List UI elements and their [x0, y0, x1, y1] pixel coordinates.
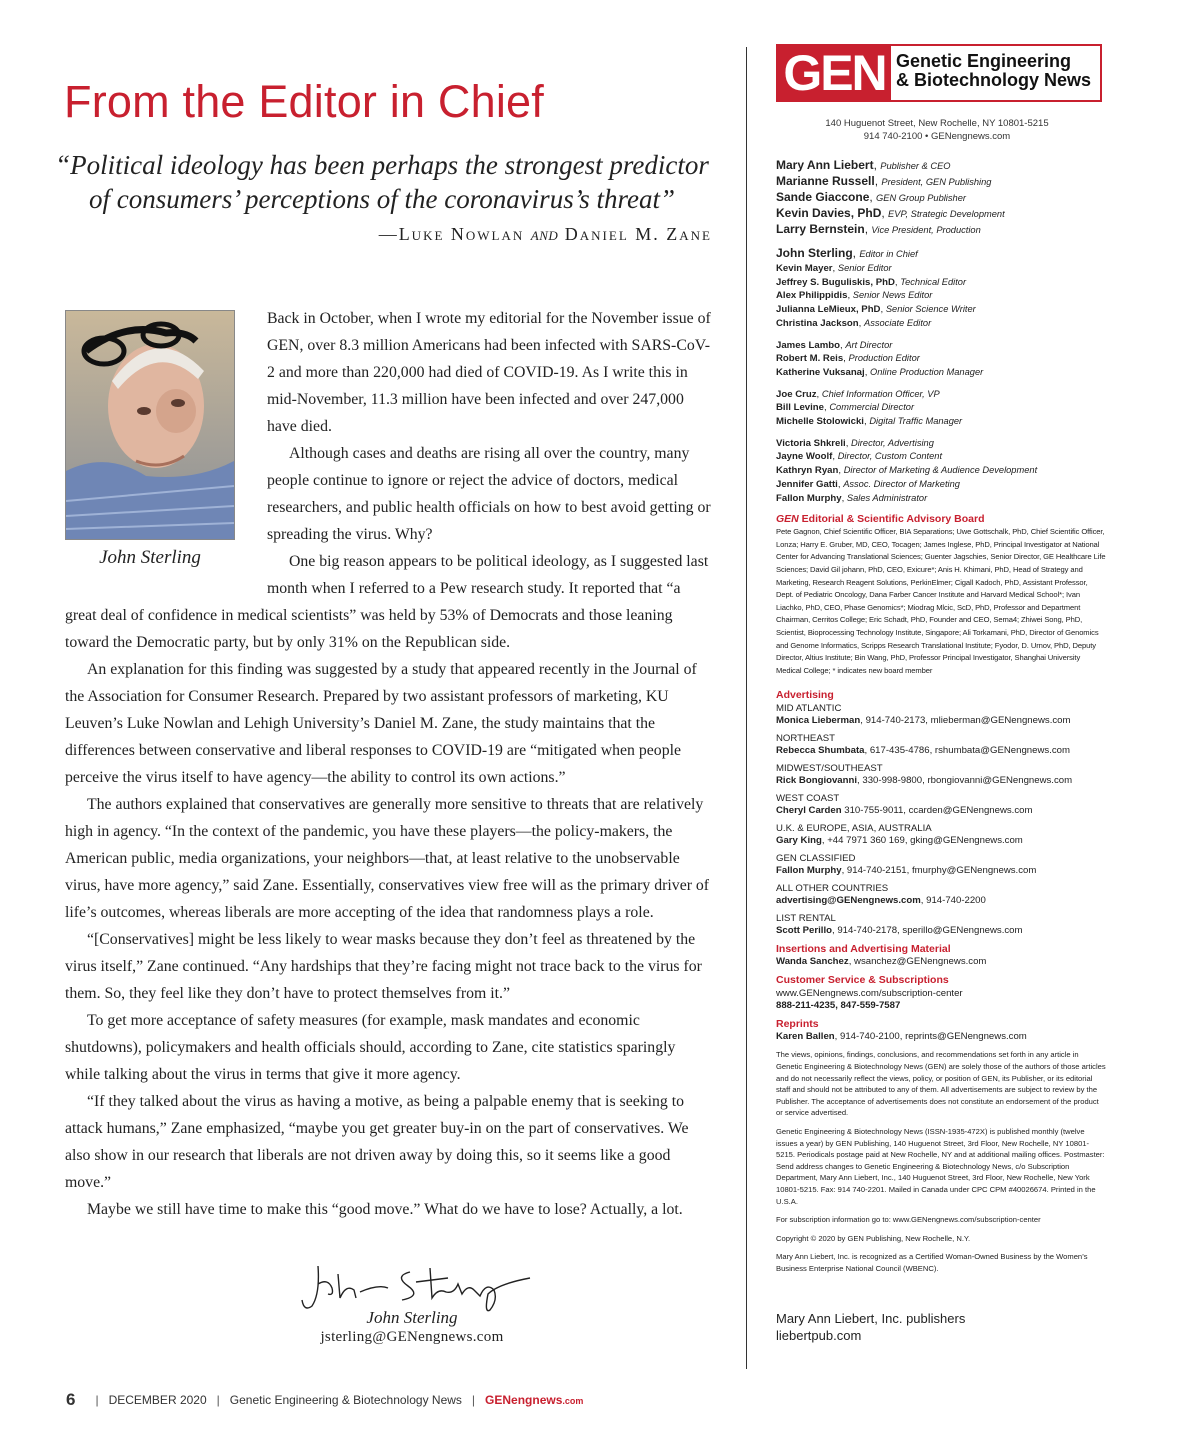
contact-entry: Karen Ballen, 914-740-2100, reprints@GENengnews.com [776, 1031, 1027, 1043]
digital-staff [776, 388, 1106, 429]
staff-entry: Christina Jackson, Associate Editor [776, 317, 932, 329]
paragraph: Maybe we still have time to make this “good move.” What do we have to lose? Actually, a lot. [87, 1201, 683, 1218]
signature-name: John Sterling [366, 1308, 458, 1327]
region-label: MIDWEST/SOUTHEAST [776, 763, 883, 775]
footer-separator: | [471, 1393, 476, 1407]
customer-service-heading: Customer Service & Subscriptions [776, 974, 949, 987]
region-label: WEST COAST [776, 793, 840, 805]
column-divider [746, 47, 747, 1369]
fine-print-paragraph: Mary Ann Liebert, Inc. is recognized as a Certified Woman-Owned Business by the Women’s Business Enterprise National Council (WBENC). [776, 1252, 1088, 1273]
legal-fine-print [776, 1049, 1106, 1274]
contact-entry: Cheryl Carden 310-755-9011, ccarden@GENengnews.com [776, 805, 1033, 817]
staff-entry: Marianne Russell, President, GEN Publishing [776, 174, 992, 188]
region-label: LIST RENTAL [776, 913, 836, 925]
editorial-staff [776, 246, 1106, 331]
contact-entry: Monica Lieberman, 914-740-2173, mlieberman@GENengnews.com [776, 715, 1071, 727]
publisher-address [776, 117, 1098, 143]
handwritten-signature [298, 1254, 538, 1316]
gen-logo [776, 44, 1102, 102]
publication-name: Genetic Engineering & Biotechnology News [229, 1393, 462, 1407]
quote-and: and [530, 224, 559, 244]
address-line-2: 914 740-2100 • GENengnews.com [863, 131, 1011, 142]
publisher-website[interactable]: liebertpub.com [776, 1328, 862, 1343]
region-label: U.K. & EUROPE, ASIA, AUSTRALIA [776, 823, 932, 835]
staff-entry: Bill Levine, Commercial Director [776, 402, 915, 414]
page-footer [66, 1390, 583, 1410]
staff-entry: Fallon Murphy, Sales Administrator [776, 492, 928, 504]
logo-line-1: Genetic Engineering [896, 51, 1072, 71]
signature-email: jsterling@GENengnews.com [320, 1329, 504, 1345]
paragraph: One big reason appears to be political ideology, as I suggested last month when I referred to a Pew research study. It reported that “a great deal of confidence in medical scientists” was held by 53% of Democrats and those leaning toward the Democratic party, but by only 31% on the Republican side. [65, 553, 709, 651]
editorial-body [65, 305, 713, 1223]
gen-logo-text [891, 46, 1091, 100]
executives-list [776, 158, 1106, 238]
fine-print-paragraph: For subscription information go to: www.GENengnews.com/subscription-center [776, 1215, 1041, 1225]
issue-date: DECEMBER 2020 [108, 1393, 207, 1407]
paragraph: “[Conservatives] might be less likely to wear masks because they don’t feel as threatened by the virus itself,” Zane continued. “Any hardships that they’re facing might not trace back to the virus for them. So, they feel like they don’t have to protect themselves from it.” [65, 931, 702, 1002]
paragraph: “If they talked about the virus as having a motive, as being a palpable enemy that is seeking to attack humans,” Zane emphasized, “maybe you get greater buy-in on the part of conservatives. We also show in our research that liberals are not driven away by doing this, so it seems like a good move.” [65, 1093, 689, 1191]
fine-print-paragraph: Copyright © 2020 by GEN Publishing, New Rochelle, N.Y. [776, 1233, 971, 1243]
insertions-heading: Insertions and Advertising Material [776, 943, 951, 956]
footer-separator: | [216, 1393, 220, 1407]
gen-logo-mark: GEN [778, 46, 891, 100]
staff-entry: Alex Philippidis, Senior News Editor [776, 290, 933, 302]
paragraph: Although cases and deaths are rising all over the country, many people continue to ignore or reject the advice of doctors, medical researchers, and public health officials on how to best avoid getting or spreading the virus. Why? [267, 445, 711, 543]
photo-wrap-space [65, 305, 267, 600]
staff-entry: Kevin Davies, PhD, EVP, Strategic Development [776, 206, 1005, 220]
paragraph: To get more acceptance of safety measures (for example, mask mandates and economic shutdowns), policymakers and health officials should, according to Zane, cite statistics sparingly while talking about the virus in terms that give it more agency. [65, 1012, 676, 1083]
contact-entry: Rick Bongiovanni, 330-998-9800, rbongiovanni@GENengnews.com [776, 775, 1073, 787]
quote-author-1: Luke Nowlan [398, 224, 525, 244]
region-label: ALL OTHER COUNTRIES [776, 883, 889, 895]
advertising-heading: Advertising [776, 689, 834, 702]
masthead [776, 158, 1106, 1281]
staff-entry: John Sterling, Editor in Chief [776, 246, 918, 260]
staff-entry: Katherine Vuksanaj, Online Production Manager [776, 366, 984, 378]
advertising-contacts [776, 703, 1106, 937]
advisory-board-heading: GEN Editorial & Scientific Advisory Board [776, 513, 985, 526]
quote-dash: — [378, 224, 399, 244]
logo-line-2: & Biotechnology News [896, 70, 1092, 90]
photo-caption: John Sterling [99, 547, 201, 568]
contact-entry: advertising@GENengnews.com, 914-740-2200 [776, 895, 986, 907]
publisher-credit [776, 1310, 965, 1344]
contact-entry: Fallon Murphy, 914-740-2151, fmurphy@GENengnews.com [776, 865, 1037, 877]
staff-entry: Victoria Shkreli, Director, Advertising [776, 437, 934, 449]
staff-entry: Larry Bernstein, Vice President, Production [776, 222, 981, 236]
staff-entry: Jennifer Gatti, Assoc. Director of Marketing [776, 478, 960, 490]
staff-entry: Kevin Mayer, Senior Editor [776, 263, 892, 274]
page-title: From the Editor in Chief [64, 76, 544, 128]
paragraph: The authors explained that conservatives are generally more sensitive to threats that are relatively high in agency. “In the context of the pandemic, you have these players—the policy-makers, the American public, media organizations, your neighbors—that, at least relative to the unobservable virus, have more agency,” said Zane. Essentially, conservatives view free will as the primary driver of life’s outcomes, whereas liberals are more accepting of the idea that randomness plays a role. [65, 796, 710, 921]
staff-entry: Kathryn Ryan, Director of Marketing & Audience Development [776, 465, 1038, 477]
staff-entry: James Lambo, Art Director [776, 339, 893, 351]
page-number: 6 [66, 1390, 76, 1409]
region-label: MID ATLANTIC [776, 703, 842, 715]
website-tld: .com [562, 1396, 584, 1406]
contact-entry: Wanda Sanchez, wsanchez@GENengnews.com [776, 956, 987, 968]
staff-entry: Julianna LeMieux, PhD, Senior Science Writer [776, 304, 976, 316]
website-name: GENengnews [485, 1393, 563, 1407]
staff-entry: Robert M. Reis, Production Editor [776, 353, 920, 365]
staff-entry: Sande Giaccone, GEN Group Publisher [776, 190, 966, 204]
pull-quote: “Political ideology has been perhaps the strongest predictor of consumers’ perceptions of the coronavirus’s threat” [55, 150, 709, 214]
region-label: GEN CLASSIFIED [776, 853, 856, 865]
address-line-1: 140 Huguenot Street, New Rochelle, NY 10801-5215 [825, 118, 1049, 129]
staff-entry: Jayne Woolf, Director, Custom Content [776, 451, 943, 463]
region-label: NORTHEAST [776, 733, 835, 745]
fine-print-paragraph: Genetic Engineering & Biotechnology News (ISSN-1935-472X) is published monthly (twelve issues a year) by GEN Publishing, 140 Huguenot Street, 3rd Floor, New Rochelle, NY 10801-5215. Periodicals postage paid at New Rochelle, NY and at additional mailing offices. Postmaster: Send address changes to Genetic Engineering & Biotechnology News, c/o Subscription Department, Mary Ann Liebert, Inc., 140 Huguenot Street, 3rd Floor, New Rochelle, New York 10801-5215. Fax: 914 740-2201. Mailed in Canada under CPC CPM #40026674. Printed in the U.S.A. [776, 1126, 1105, 1206]
staff-entry: Mary Ann Liebert, Publisher & CEO [776, 158, 951, 172]
contact-entry: Scott Perillo, 914-740-2178, sperillo@GENengnews.com [776, 925, 1023, 937]
subscription-url[interactable]: www.GENengnews.com/subscription-center [776, 988, 963, 1000]
customer-phone: 888-211-4235, 847-559-7587 [776, 1000, 901, 1012]
advisory-board-list: Pete Gagnon, Chief Scientific Officer, BIA Separations; Uwe Gottschalk, PhD, Chief Scientific Officer, Lonza; Harry E. Gruber, MD, CEO, Tocagen; James Inglese, PhD, Principal Investigator at National Center for Advancing Translational Sciences; Guenter Jagschies, Senior Director, GE Healthcare Life Sciences; David Gil johann, PhD, CEO, Exicure*; Anis H. Khimani, PhD, Head of Strategy and Marketing, Research Reagent Solutions, PerkinElmer; Cigall Kadoch, PhD, Assistant Professor, Dept. of Pediatric Oncology, Dana Farber Cancer Institute and Harvard Medical School*; Ivan Liachko, PhD, CEO, Phase Genomics*; Miodrag Mlcic, ScD, PhD, Professor and Department Chairman, Cerritos College; Eric Schadt, PhD, Founder and CEO, Sema4; Zhiwei Song, PhD, Scientist, Bioprocessing Technology Institute, Singapore; Ali Torkamani, PhD, Director of Genomics and Genome Informatics, Scripps Research Translational Institute; Fyodor, D. Urnov, PhD, Deputy Director, Altius Institute; Bin Wang, PhD, Professor Principal Investigator, Shanghai University Medical College; * indicates new board member [776, 527, 1106, 675]
paragraph: Back in October, when I wrote my editorial for the November issue of GEN, over 8.3 million Americans had been infected with SARS-CoV-2 and more than 220,000 had died of COVID-19. As I write this in mid-November, 11.3 million have been infected and over 247,000 have died. [267, 310, 711, 435]
website-link[interactable] [485, 1393, 583, 1407]
paragraph: An explanation for this finding was suggested by a study that appeared recently in the Journal of the Association for Consumer Research. Prepared by two assistant professors of marketing, KU Leuven’s Luke Nowlan and Lehigh University’s Daniel M. Zane, the study maintains that the differences between conservative and liberal responses to COVID-19 are “mitigated when people perceive the virus itself to have agency—the ability to control its own actions.” [65, 661, 697, 786]
sales-staff [776, 437, 1106, 506]
staff-entry: Michelle Stolowicki, Digital Traffic Manager [776, 416, 963, 428]
quote-author-2: Daniel M. Zane [564, 224, 712, 244]
contact-entry: Rebecca Shumbata, 617-435-4786, rshumbata@GENengnews.com [776, 745, 1070, 757]
reprints-heading: Reprints [776, 1018, 819, 1031]
footer-separator: | [95, 1393, 99, 1407]
fine-print-paragraph: The views, opinions, findings, conclusions, and recommendations set forth in any article in Genetic Engineering & Biotechnology News (GEN) are solely those of the authors of those articles and do not necessarily reflect the views, policy, or position of GEN, its Publisher, or its editorial staff and should not be attributed to any of them. All advertisements are subject to review by the Publisher. The acceptance of advertisements does not constitute an endorsement of the product or service advertised. [776, 1050, 1106, 1118]
contact-entry: Gary King, +44 7971 360 169, gking@GENengnews.com [776, 835, 1023, 847]
staff-entry: Jeffrey S. Buguliskis, PhD, Technical Editor [776, 276, 967, 288]
quote-attribution [379, 224, 712, 245]
production-staff [776, 339, 1106, 380]
publisher-name: Mary Ann Liebert, Inc. publishers [776, 1311, 966, 1326]
staff-entry: Joe Cruz, Chief Information Officer, VP [776, 388, 940, 400]
